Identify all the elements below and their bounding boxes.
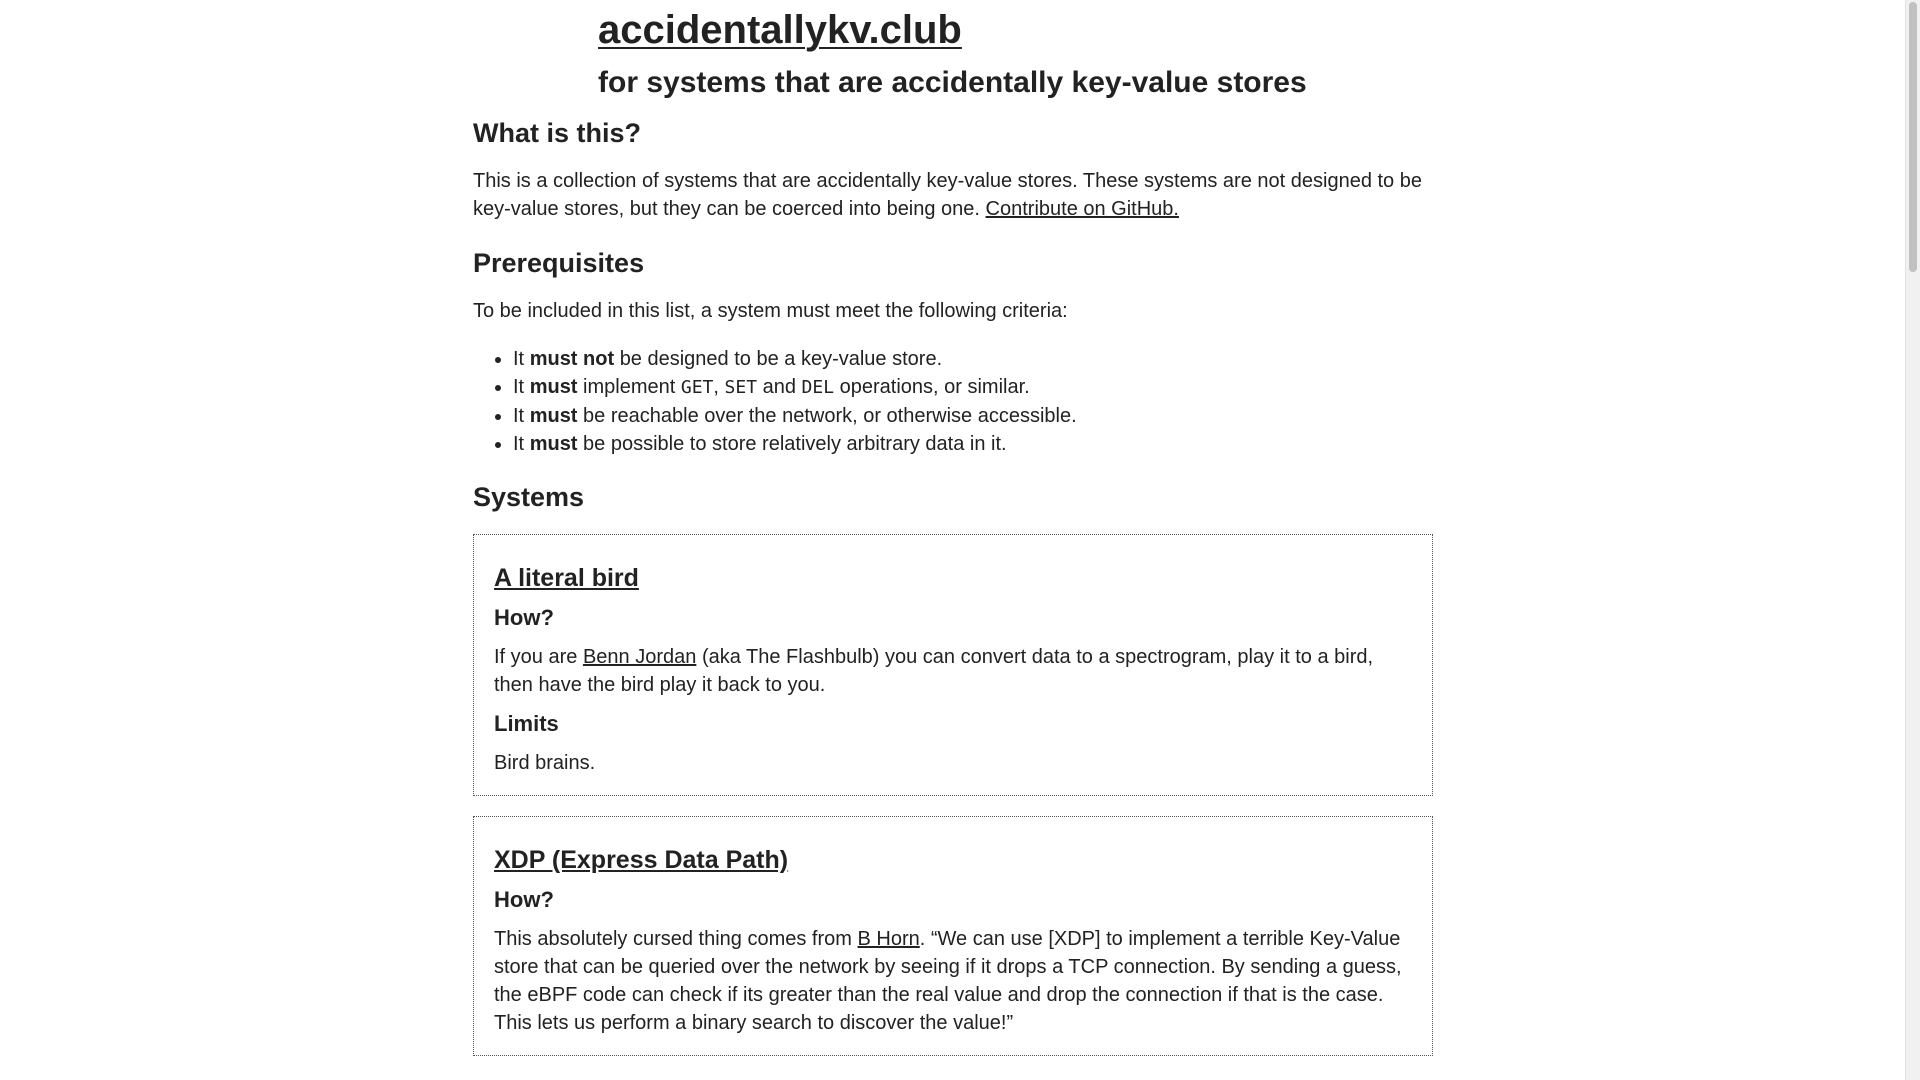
- site-title-link[interactable]: accidentallykv.club: [598, 8, 962, 52]
- systems-section: [473, 480, 1433, 1056]
- code-del: DEL: [801, 377, 835, 398]
- how-heading: How?: [494, 887, 554, 912]
- criteria-item: • It must not be designed to be a key-value store.: [513, 345, 1433, 373]
- system-title: [494, 563, 1412, 593]
- author-link[interactable]: B Horn: [857, 928, 920, 950]
- code-get: GET: [680, 377, 714, 398]
- prerequisites-section: [473, 246, 1433, 458]
- main-content: [473, 0, 1433, 1056]
- how-text: If you are Benn Jordan (aka The Flashbulb) you can convert data to a spectrogram, play it to a bird, then have the bird play it back to you.: [494, 646, 1374, 696]
- emphasis: must not: [529, 348, 615, 370]
- criteria-item: • It must implement GET, SET and DEL operations, or similar.: [513, 373, 1433, 402]
- about-description: This is a collection of systems that are accidentally key-value stores. These systems are not designed to be key-value stores, but they can be coerced into being one.: [473, 170, 1422, 220]
- limits-heading: Limits: [494, 711, 559, 736]
- prerequisites-heading: Prerequisites: [473, 248, 645, 278]
- about-section: [473, 116, 1433, 223]
- prerequisites-intro: To be included in this list, a system must meet the following criteria:: [473, 300, 1068, 322]
- system-card: [473, 534, 1433, 796]
- author-link[interactable]: Benn Jordan: [582, 646, 697, 668]
- site-tagline: for systems that are accidentally key-value stores: [598, 66, 1307, 99]
- how-text: This absolutely cursed thing comes from B Horn. “We can use [XDP] to implement a terrible Key-Value store that can be queried over the network by seeing if it drops a TCP connection. By sending a guess, the eBPF code can check if its greater than the real value and drop the connection if that is the case. This lets us perform a binary search to discover the value!”: [494, 928, 1402, 1034]
- limits-text: Bird brains.: [494, 752, 596, 774]
- systems-heading: Systems: [473, 482, 585, 512]
- criteria-item: • It must be possible to store relatively arbitrary data in it.: [513, 430, 1433, 458]
- system-title: [494, 845, 1412, 875]
- site-title: [598, 0, 1433, 54]
- emphasis: must: [529, 376, 578, 398]
- github-link[interactable]: Contribute on GitHub.: [985, 198, 1179, 220]
- system-title-link[interactable]: XDP (Express Data Path): [494, 846, 789, 874]
- emphasis: must: [529, 433, 578, 455]
- about-heading: What is this?: [473, 118, 641, 148]
- system-card: [473, 816, 1433, 1056]
- criteria-list: [473, 345, 1433, 458]
- site-header: [598, 0, 1433, 102]
- about-text: [473, 167, 1433, 223]
- how-heading: How?: [494, 605, 554, 630]
- code-set: SET: [724, 377, 758, 398]
- system-title-link[interactable]: A literal bird: [494, 564, 639, 592]
- emphasis: must: [529, 405, 578, 427]
- page-scrollbar[interactable]: [1905, 0, 1920, 1080]
- criteria-item: • It must be reachable over the network, or otherwise accessible.: [513, 402, 1433, 430]
- scrollbar-thumb[interactable]: [1909, 2, 1917, 272]
